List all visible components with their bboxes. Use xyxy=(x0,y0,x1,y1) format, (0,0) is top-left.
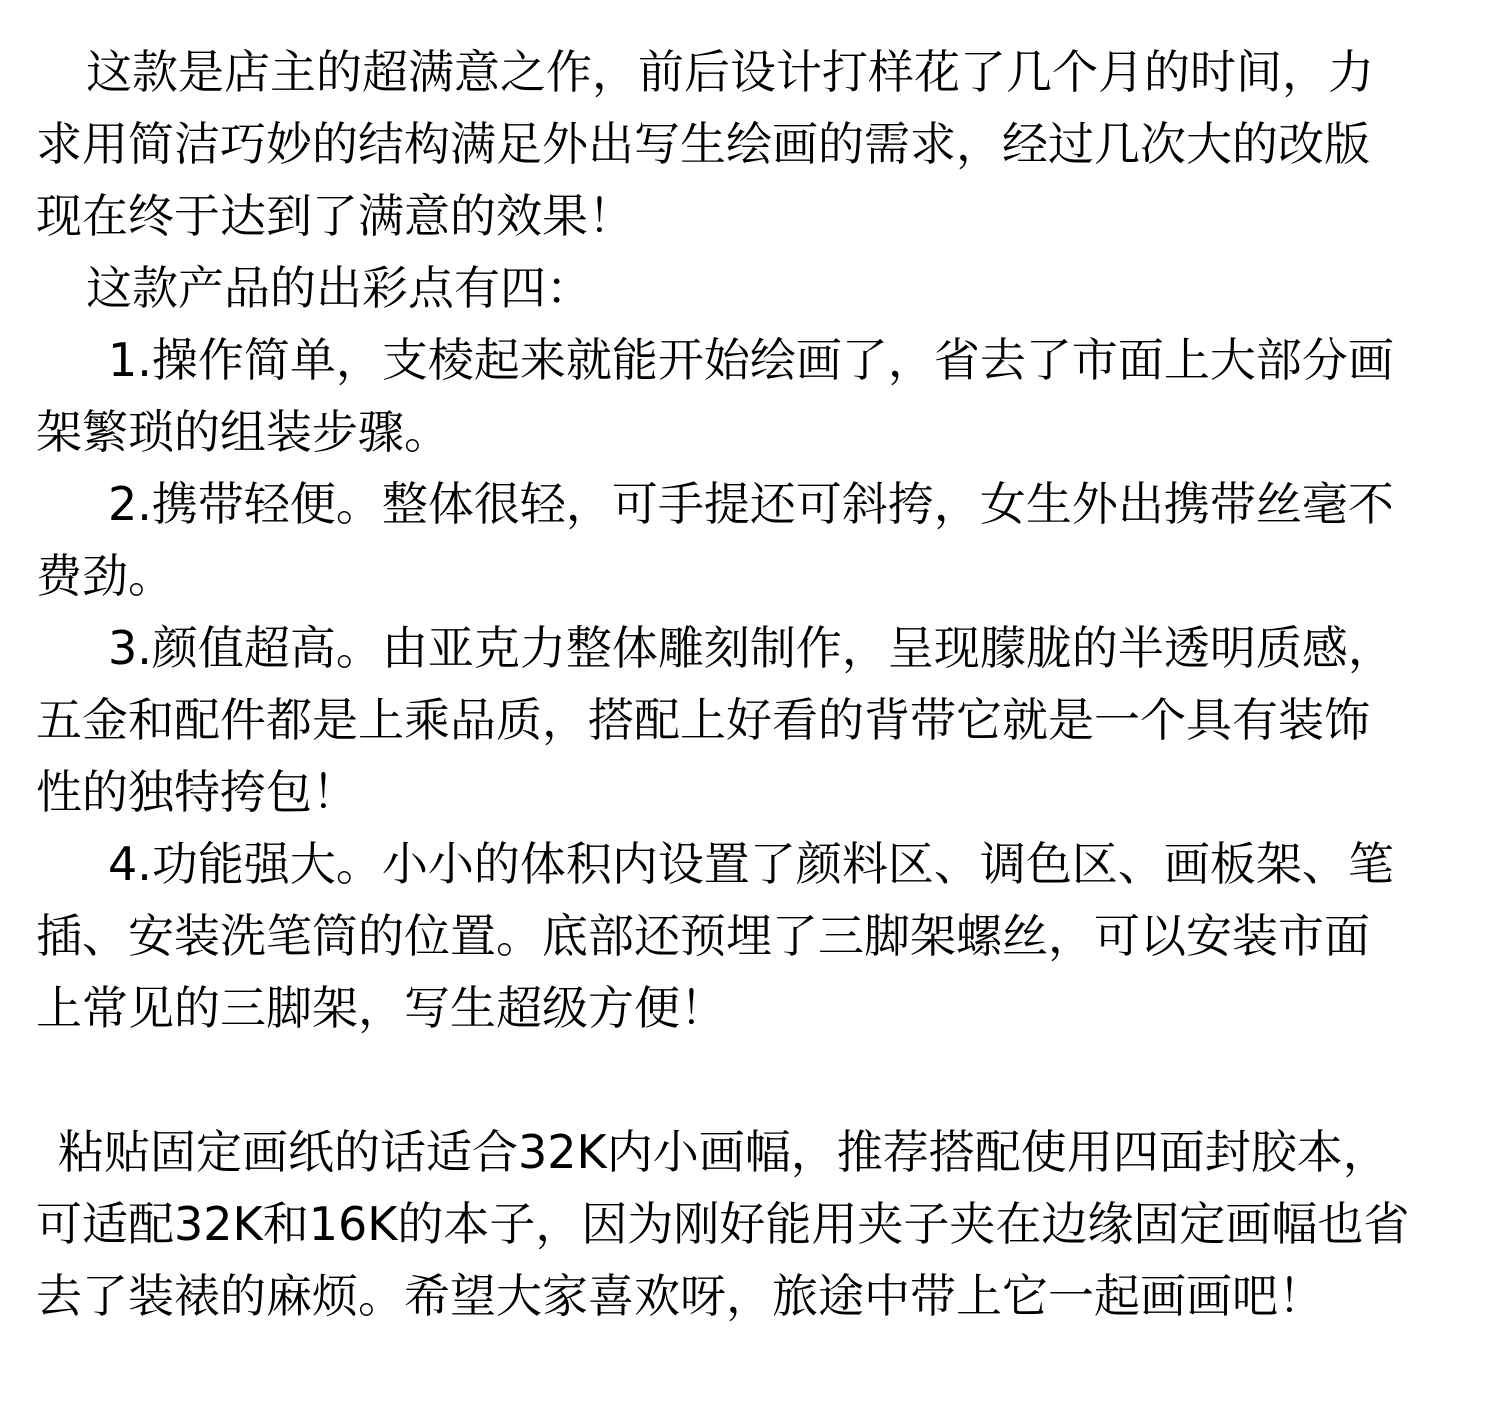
text-line: 五金和配件都是上乘品质，搭配上好看的背带它就是一个具有装饰 xyxy=(36,693,1370,747)
text-line: 上常见的三脚架，写生超级方便！ xyxy=(36,981,726,1035)
text-line: 架繁琐的组装步骤。 xyxy=(36,405,450,459)
text-line: 这款是店主的超满意之作，前后设计打样花了几个月的时间，力 xyxy=(86,45,1374,99)
text-line: 3.颜值超高。由亚克力整体雕刻制作，呈现朦胧的半透明质感， xyxy=(108,621,1394,675)
text-line: 这款产品的出彩点有四： xyxy=(86,261,592,315)
text-line: 求用简洁巧妙的结构满足外出写生绘画的需求，经过几次大的改版 xyxy=(36,117,1370,171)
text-line: 4.功能强大。小小的体积内设置了颜料区、调色区、画板架、笔 xyxy=(108,837,1394,891)
text-line: 费劲。 xyxy=(36,549,174,603)
text-line: 粘贴固定画纸的话适合32K内小画幅，推荐搭配使用四面封胶本， xyxy=(58,1125,1389,1179)
text-line: 2.携带轻便。整体很轻，可手提还可斜挎，女生外出携带丝毫不 xyxy=(108,477,1394,531)
text-line: 性的独特挎包！ xyxy=(36,765,358,819)
text-line: 可适配32K和16K的本子，因为刚好能用夹子夹在边缘固定画幅也省 xyxy=(36,1197,1410,1251)
text-line: 去了装裱的麻烦。希望大家喜欢呀，旅途中带上它一起画画吧！ xyxy=(36,1269,1324,1323)
text-line: 现在终于达到了满意的效果！ xyxy=(36,189,634,243)
text-line: 插、安装洗笔筒的位置。底部还预埋了三脚架螺丝，可以安装市面 xyxy=(36,909,1370,963)
text-line: 1.操作简单，支棱起来就能开始绘画了，省去了市面上大部分画 xyxy=(108,333,1394,387)
